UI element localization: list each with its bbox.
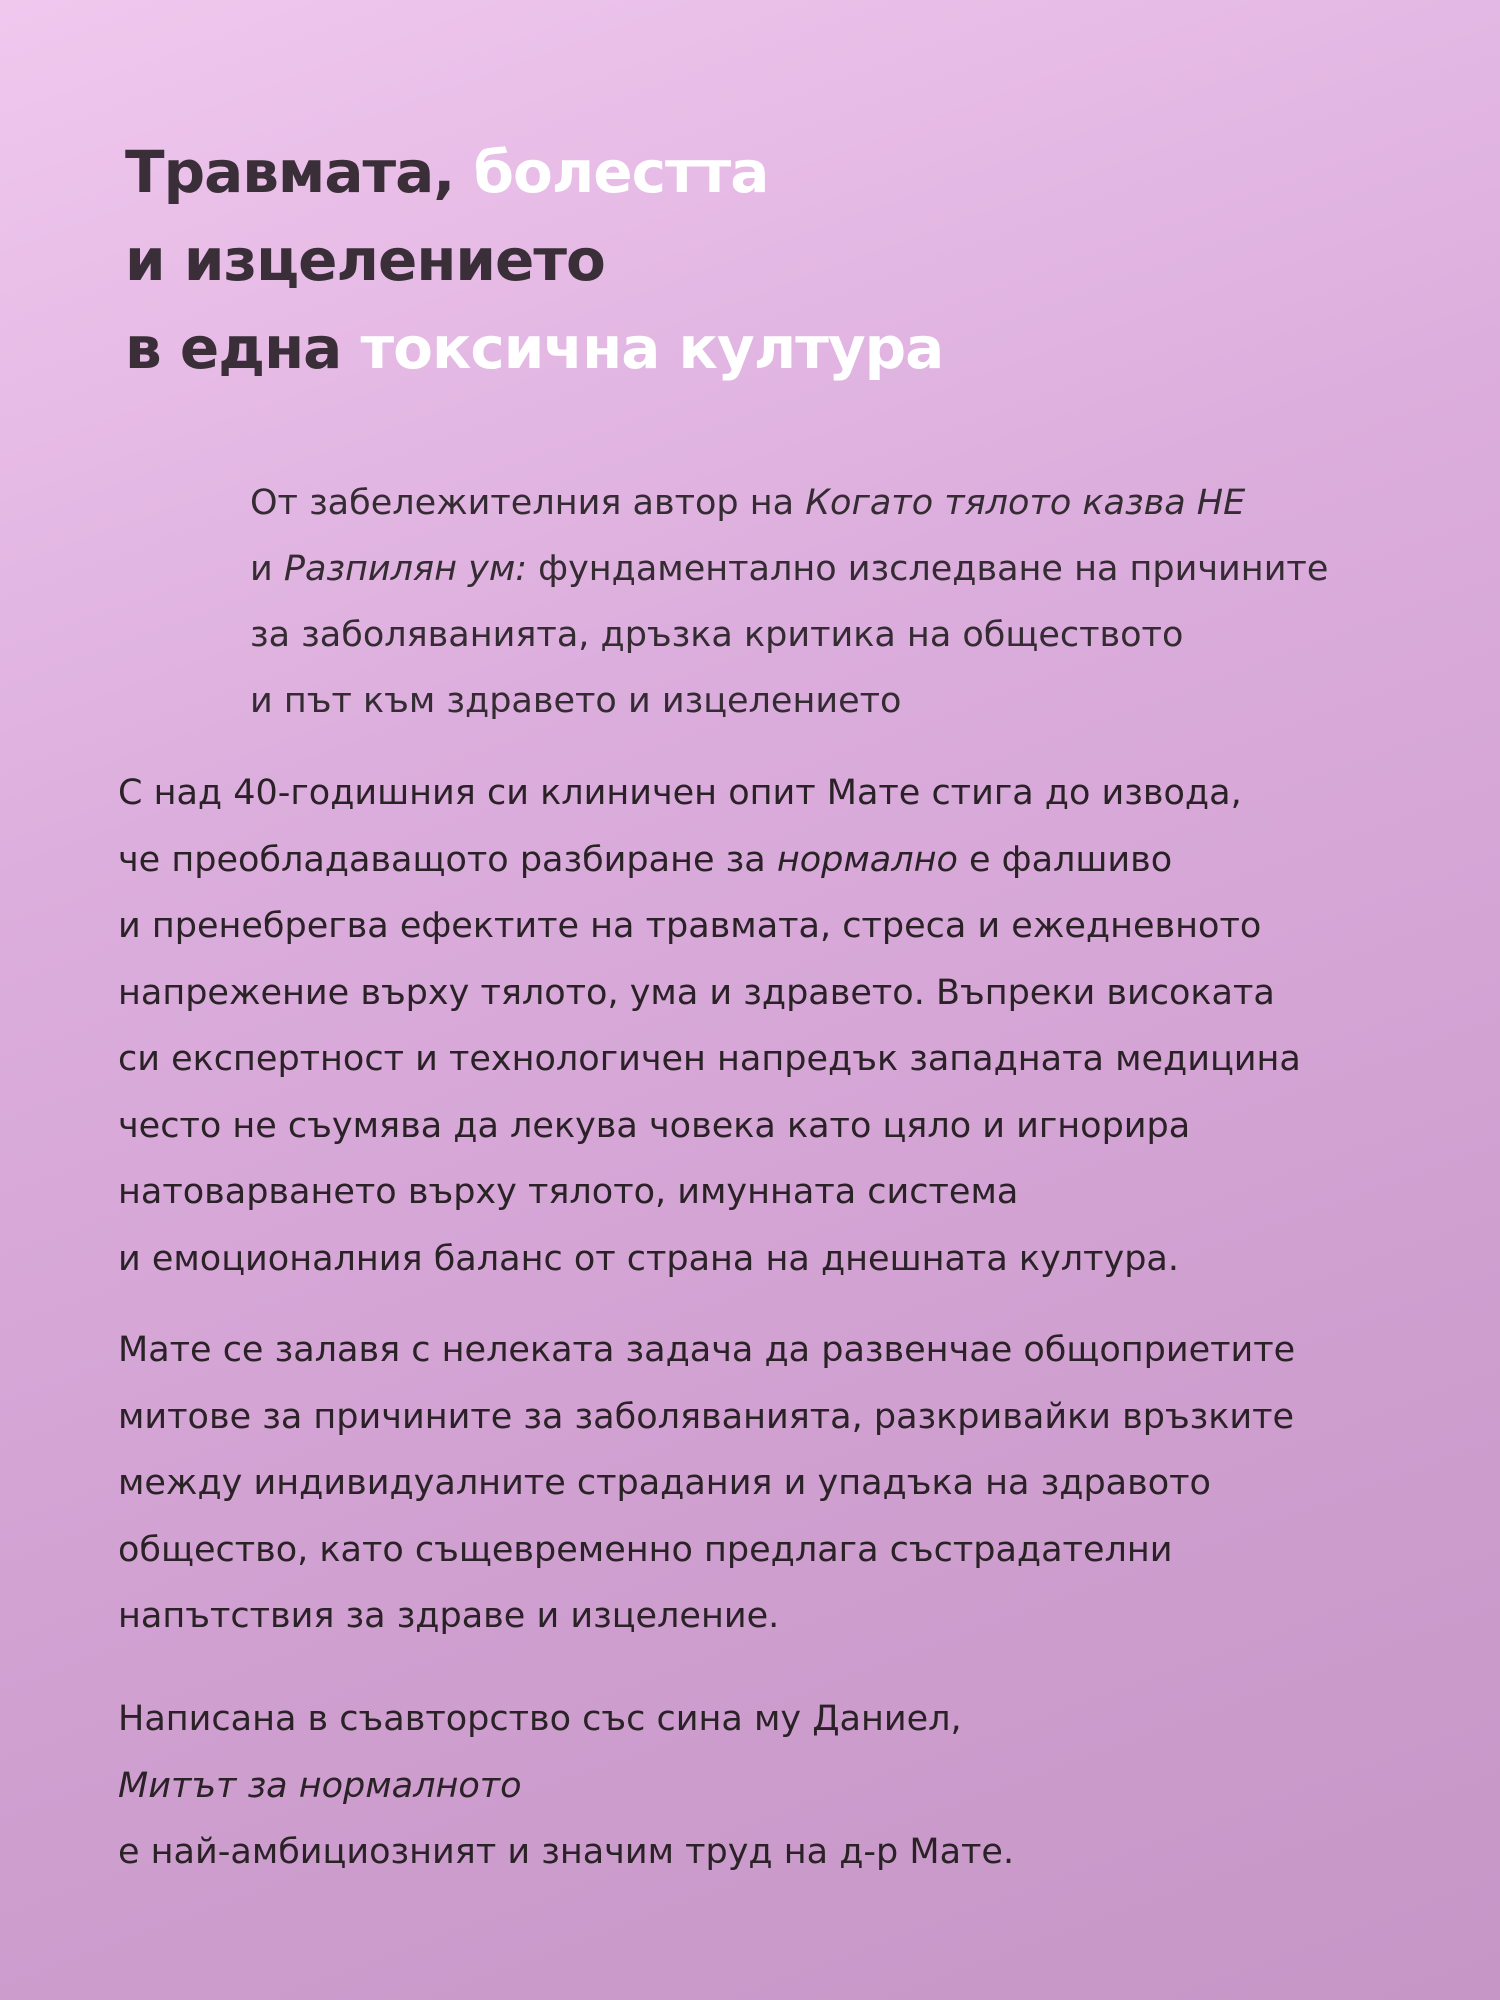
lead-paragraph	[250, 470, 1490, 734]
headline-text: Травмата,	[125, 138, 474, 206]
paragraph-line: натоварването върху тялото, имунната система	[118, 1172, 1019, 1212]
body-paragraph-2	[118, 1317, 1488, 1650]
headline-highlight: болестта	[473, 138, 769, 206]
paragraph-line: напрежение върху тялото, ума и здравето. Въпреки високата	[118, 972, 1275, 1013]
headline-line-3	[125, 304, 943, 392]
paragraph-line: си експертност и технологичен напредък западната медицина	[118, 1039, 1301, 1079]
paragraph-line: Мате се залавя с нелеката задача да развенчае общоприетите	[118, 1330, 1296, 1370]
emphasized-word: нормално	[776, 839, 958, 880]
paragraph-line: често не съумява да лекува човека като цяло и игнорира	[118, 1105, 1191, 1146]
lead-text: фундаментално изследване на причините	[527, 549, 1329, 589]
lead-line-1	[250, 470, 1490, 536]
lead-line-4: и път към здравето и изцелението	[250, 681, 902, 721]
paragraph-line: напътствия за здраве и изцеление.	[118, 1596, 780, 1636]
headline-line-1	[125, 128, 943, 216]
paragraph-line: С над 40-годишния си клиничен опит Мате стига до извода,	[118, 773, 1242, 813]
lead-text: От забележителния автор на	[250, 483, 806, 523]
cover-headline	[125, 128, 943, 392]
book-title: Митът за нормалното	[118, 1765, 522, 1806]
headline-highlight: токсична култура	[360, 314, 944, 382]
paragraph-line: общество, като същевременно предлага състрадателни	[118, 1529, 1173, 1570]
headline-text: в една	[125, 314, 361, 382]
paragraph-line: между индивидуалните страдания и упадъка на здравото	[118, 1463, 1211, 1503]
book-title-reference: Когато тялото казва НЕ	[805, 483, 1246, 523]
book-title-reference: Разпилян ум:	[283, 549, 528, 589]
paragraph-line: митове за причините за заболяванията, разкривайки връзките	[118, 1396, 1295, 1437]
lead-text: и	[250, 549, 284, 589]
body-paragraph-1	[118, 760, 1488, 1292]
lead-line-3: за заболяванията, дръзка критика на обществото	[250, 615, 1184, 655]
paragraph-text: че преобладаващото разбиране за	[118, 839, 777, 880]
paragraph-line: Написана в съавторство със сина му Даниел,	[118, 1699, 962, 1739]
paragraph-line: е най-амбициозният и значим труд на д-р Мате.	[118, 1832, 1015, 1872]
paragraph-text: е фалшиво	[957, 839, 1173, 880]
body-paragraph-3	[118, 1686, 1488, 1886]
paragraph-line	[118, 827, 1488, 894]
headline-line-2: и изцелението	[125, 226, 605, 294]
lead-line-2	[250, 536, 1490, 602]
paragraph-line: и пренебрегва ефектите на травмата, стреса и ежедневното	[118, 906, 1262, 946]
paragraph-line: и емоционалния баланс от страна на днешната култура.	[118, 1238, 1180, 1279]
